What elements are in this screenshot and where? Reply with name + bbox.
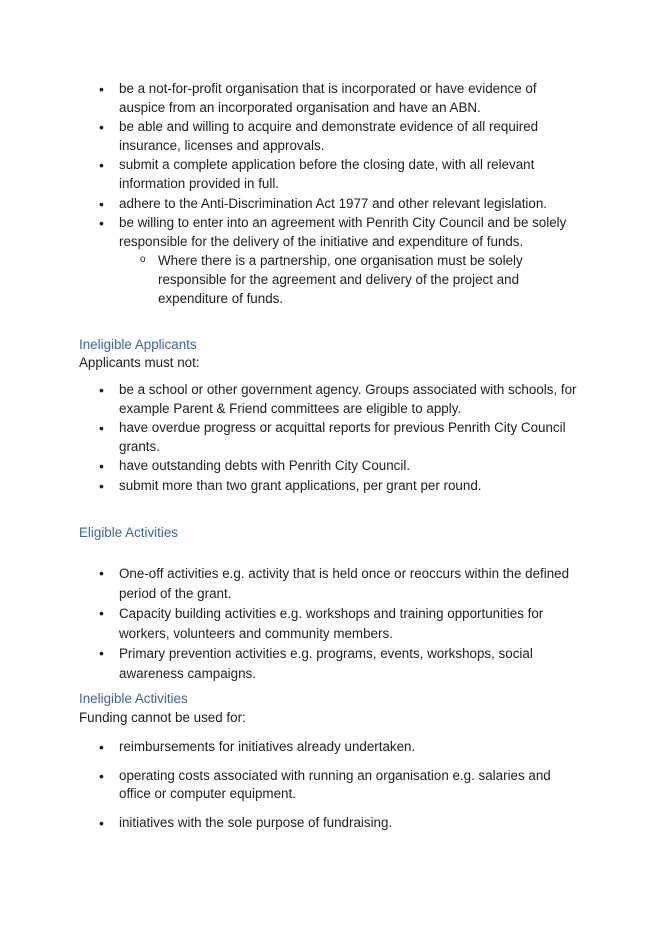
list-item-text: be willing to enter into an agreement with Penrith City Council and be solely responsible for the delivery of the initiative and expenditure of funds. (119, 215, 567, 249)
sub-list-item-text: Where there is a partnership, one organisation must be solely responsible for the agreement and delivery of the project and expenditure of funds. (158, 253, 523, 306)
list-item-text: submit a complete application before the closing date, with all relevant information provided in full. (119, 157, 535, 191)
eligibility-section (0, 80, 656, 309)
list-item (0, 814, 656, 833)
list-item (0, 214, 656, 308)
list-item (0, 644, 656, 683)
eligibility-list (0, 80, 656, 308)
list-item-text: have overdue progress or acquittal reports for previous Penrith City Council grants. (119, 420, 566, 454)
list-item (0, 477, 656, 496)
list-item-text: have outstanding debts with Penrith City Council. (119, 458, 411, 474)
list-item (0, 419, 656, 456)
list-item-text: initiatives with the sole purpose of fundraising. (119, 814, 393, 830)
list-item-text: Capacity building activities e.g. workshops and training opportunities for workers, volunteers and community members. (119, 606, 544, 641)
ineligible-applicants-intro: Applicants must not: (79, 355, 200, 370)
list-item (0, 156, 656, 193)
list-item (0, 118, 656, 155)
list-item-text: reimbursements for initiatives already undertaken. (119, 739, 416, 754)
list-item-text: be a not-for-profit organisation that is incorporated or have evidence of auspice from an incorporated organisation and have an ABN. (119, 81, 537, 115)
list-item-text: submit more than two grant applications, per grant per round. (119, 477, 482, 493)
ineligible-applicants-list (0, 381, 656, 496)
list-item-text: operating costs associated with running an organisation e.g. salaries and office or computer equipment. (119, 767, 551, 802)
ineligible-activities-heading: Ineligible Activities (79, 691, 188, 706)
ineligible-activities-section (0, 738, 656, 842)
list-item (0, 80, 656, 117)
list-item-text: be able and willing to acquire and demonstrate evidence of all required insurance, licenses and approvals. (119, 119, 539, 153)
ineligible-activities-intro: Funding cannot be used for: (79, 710, 246, 725)
list-item-text: be a school or other government agency. Groups associated with schools, for example Parent & Friend committees are eligible to apply. (119, 382, 577, 416)
list-item (0, 457, 656, 476)
list-item (0, 604, 656, 643)
list-item (0, 195, 656, 214)
sub-list-item (119, 252, 586, 308)
eligible-activities-section (0, 564, 656, 684)
ineligible-applicants-heading: Ineligible Applicants (79, 337, 197, 352)
eligible-activities-list (0, 564, 656, 683)
list-item (0, 767, 656, 804)
list-item-text: adhere to the Anti-Discrimination Act 1977 and other relevant legislation. (119, 195, 548, 211)
list-item-text: Primary prevention activities e.g. programs, events, workshops, social awareness campaigns. (119, 646, 533, 681)
ineligible-applicants-section (0, 381, 656, 497)
sub-list (119, 252, 586, 308)
list-item (0, 564, 656, 603)
ineligible-activities-list (0, 738, 656, 832)
list-item (0, 738, 656, 757)
eligible-activities-heading: Eligible Activities (79, 525, 178, 540)
list-item-text: One-off activities e.g. activity that is held once or reoccurs within the defined period of the grant. (119, 566, 570, 601)
list-item (0, 381, 656, 418)
